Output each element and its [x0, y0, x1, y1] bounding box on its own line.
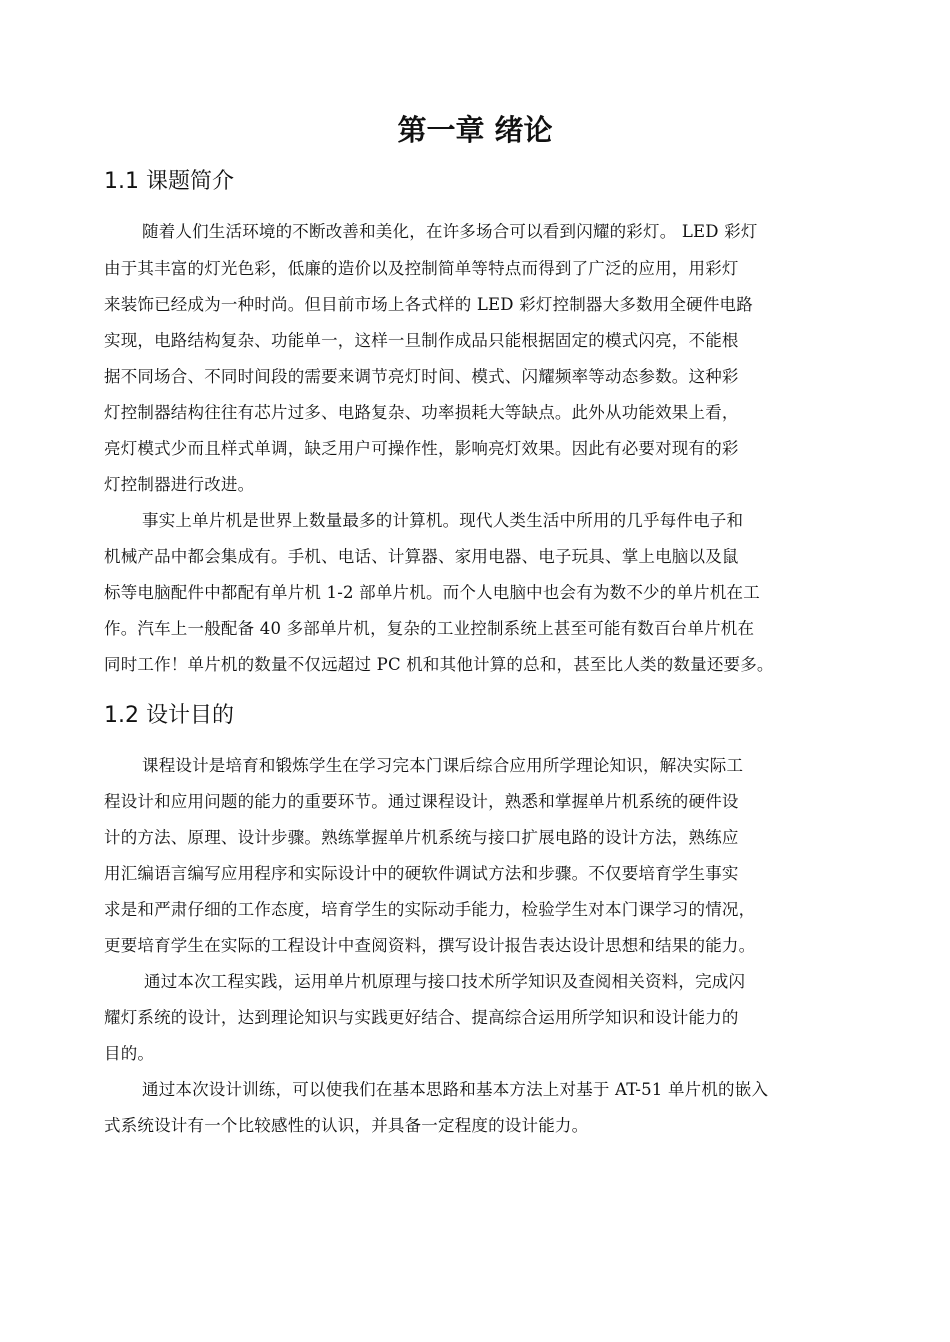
- paragraph-line: 由于其丰富的灯光色彩，低廉的造价以及控制简单等特点而得到了广泛的应用，用彩灯: [104, 259, 739, 278]
- paragraph-line: 事实上单片机是世界上数量最多的计算机。现代人类生活中所用的几乎每件电子和: [142, 511, 744, 530]
- paragraph-line: 计的方法、原理、设计步骤。熟练掌握单片机系统与接口扩展电路的设计方法，熟练应: [104, 828, 739, 847]
- paragraph-line: 课程设计是培育和锻炼学生在学习完本门课后综合应用所学理论知识，解决实际工: [142, 756, 744, 775]
- paragraph-line: 用汇编语言编写应用程序和实际设计中的硬软件调试方法和步骤。不仅要培育学生事实: [104, 864, 739, 883]
- paragraph-line: 通过本次设计训练，可以使我们在基本思路和基本方法上对基于 AT-51 单片机的嵌入: [142, 1080, 769, 1099]
- paragraph-line: 来装饰已经成为一种时尚。但目前市场上各式样的 LED 彩灯控制器大多数用全硬件电路: [104, 295, 753, 314]
- paragraph-line: 标等电脑配件中都配有单片机 1-2 部单片机。而个人电脑中也会有为数不少的单片机在工: [104, 583, 760, 602]
- paragraph-line: 耀灯系统的设计，达到理论知识与实践更好结合、提高综合运用所学知识和设计能力的: [104, 1008, 739, 1027]
- paragraph-line: 亮灯模式少而且样式单调，缺乏用户可操作性，影响亮灯效果。因此有必要对现有的彩: [104, 439, 739, 458]
- paragraph-line: 随着人们生活环境的不断改善和美化，在许多场合可以看到闪耀的彩灯。 LED 彩灯: [142, 222, 758, 241]
- paragraph-line: 式系统设计有一个比较感性的认识，并具备一定程度的设计能力。: [104, 1116, 589, 1135]
- paragraph-line: 作。汽车上一般配备 40 多部单片机，复杂的工业控制系统上甚至可能有数百台单片机在: [104, 619, 755, 638]
- chapter-title: 第一章 绪论: [397, 113, 553, 147]
- paragraph-line: 同时工作！单片机的数量不仅远超过 PC 机和其他计算的总和，甚至比人类的数量还要多。: [104, 655, 774, 674]
- paragraph-line: 灯控制器进行改进。: [104, 475, 255, 494]
- paragraph-line: 目的。: [104, 1044, 155, 1063]
- paragraph-line: 更要培育学生在实际的工程设计中查阅资料，撰写设计报告表达设计思想和结果的能力。: [104, 936, 756, 955]
- paragraph-line: 实现，电路结构复杂、功能单一，这样一旦制作成品只能根据固定的模式闪亮，不能根: [104, 331, 739, 350]
- section-heading-1-1: 1.1 课题简介: [104, 169, 234, 194]
- paragraph-line: 通过本次工程实践，运用单片机原理与接口技术所学知识及查阅相关资料，完成闪: [144, 972, 746, 991]
- paragraph-line: 机械产品中都会集成有。手机、电话、计算器、家用电器、电子玩具、掌上电脑以及鼠: [104, 547, 739, 566]
- paragraph-line: 程设计和应用问题的能力的重要环节。通过课程设计，熟悉和掌握单片机系统的硬件设: [104, 792, 739, 811]
- paragraph-line: 据不同场合、不同时间段的需要来调节亮灯时间、模式、闪耀频率等动态参数。这种彩: [104, 367, 739, 386]
- section-heading-1-2: 1.2 设计目的: [104, 703, 234, 728]
- paragraph-line: 求是和严肃仔细的工作态度，培育学生的实际动手能力，检验学生对本门课学习的情况，: [104, 900, 756, 919]
- paragraph-line: 灯控制器结构往往有芯片过多、电路复杂、功率损耗大等缺点。此外从功能效果上看，: [104, 403, 739, 422]
